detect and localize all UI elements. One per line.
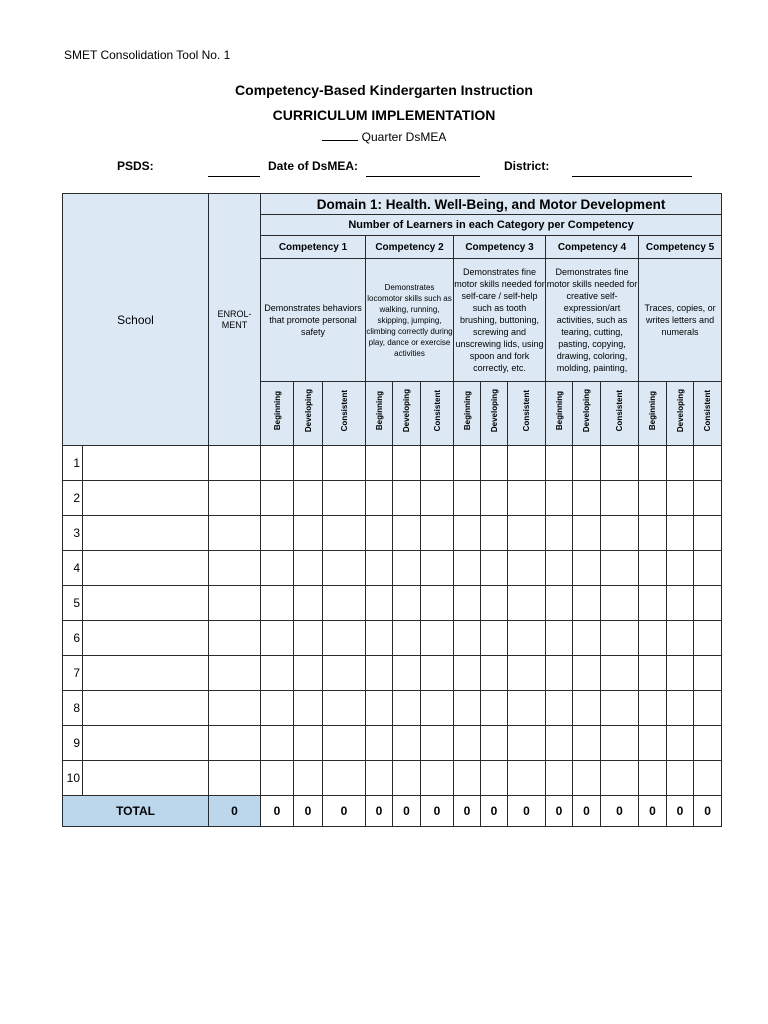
count-cell[interactable] [508,726,546,761]
count-cell[interactable] [694,516,722,551]
count-cell[interactable] [546,726,573,761]
count-cell[interactable] [454,656,481,691]
count-cell[interactable] [393,726,421,761]
count-cell[interactable] [573,516,601,551]
competency-4-header: Competency 4 [546,236,639,259]
category-header [481,382,508,446]
total-value: 0 [366,796,393,827]
count-cell[interactable] [454,726,481,761]
count-cell[interactable] [323,621,366,656]
total-value: 0 [393,796,421,827]
category-label: Consistent [432,390,442,432]
category-header [366,382,393,446]
consolidation-table [62,193,722,827]
domain-title: Domain 1: Health. Well-Being, and Motor Development [261,194,722,215]
count-cell[interactable] [366,726,393,761]
competency-5-description: Traces, copies, or writes letters and numerals [639,259,722,382]
total-value: 0 [421,796,454,827]
document-subtitle: CURRICULUM IMPLEMENTATION [272,107,496,123]
school-cell[interactable] [83,446,209,481]
count-cell[interactable] [573,726,601,761]
count-cell[interactable] [546,481,573,516]
row-number: 1 [63,446,83,481]
count-cell[interactable] [508,656,546,691]
count-cell[interactable] [481,726,508,761]
date-blank[interactable] [366,176,480,177]
count-cell[interactable] [546,516,573,551]
school-cell[interactable] [83,621,209,656]
school-cell[interactable] [83,691,209,726]
count-cell[interactable] [294,656,323,691]
count-cell[interactable] [366,586,393,621]
count-cell[interactable] [601,586,639,621]
count-cell[interactable] [546,761,573,796]
count-cell[interactable] [546,551,573,586]
count-cell[interactable] [546,586,573,621]
enrolment-cell[interactable] [209,551,261,586]
count-cell[interactable] [421,481,454,516]
table-row [63,726,722,761]
count-cell[interactable] [393,516,421,551]
count-cell[interactable] [667,621,694,656]
count-cell[interactable] [667,761,694,796]
table-row [63,446,722,481]
row-number: 7 [63,656,83,691]
count-cell[interactable] [323,726,366,761]
row-number: 5 [63,586,83,621]
count-cell[interactable] [421,726,454,761]
count-cell[interactable] [323,761,366,796]
category-header [667,382,694,446]
count-cell[interactable] [393,656,421,691]
count-cell[interactable] [481,691,508,726]
number-learners-label: Number of Learners in each Category per Competency [261,215,722,236]
total-value: 0 [481,796,508,827]
count-cell[interactable] [508,621,546,656]
count-cell[interactable] [454,481,481,516]
total-value: 0 [454,796,481,827]
count-cell[interactable] [294,481,323,516]
count-cell[interactable] [573,761,601,796]
count-cell[interactable] [294,621,323,656]
count-cell[interactable] [421,446,454,481]
enrolment-cell[interactable] [209,656,261,691]
count-cell[interactable] [481,621,508,656]
category-header [694,382,722,446]
enrolment-cell[interactable] [209,691,261,726]
count-cell[interactable] [454,586,481,621]
tool-label: SMET Consolidation Tool No. 1 [64,48,231,62]
school-cell[interactable] [83,586,209,621]
total-value: 0 [508,796,546,827]
count-cell[interactable] [421,621,454,656]
total-value: 0 [573,796,601,827]
count-cell[interactable] [481,516,508,551]
count-cell[interactable] [639,551,667,586]
enrolment-cell[interactable] [209,726,261,761]
count-cell[interactable] [508,516,546,551]
count-cell[interactable] [667,656,694,691]
competency-2-description: Demonstrates locomotor skills such as walking, running, skipping, jumping, climbing correctly during play, dance or exercise activities [366,259,454,382]
competency-5-header: Competency 5 [639,236,722,259]
category-label: Developing [582,389,592,433]
category-header [454,382,481,446]
enrolment-cell[interactable] [209,621,261,656]
psds-label: PSDS: [117,159,154,173]
category-label: Consistent [703,390,713,432]
count-cell[interactable] [261,516,294,551]
count-cell[interactable] [639,691,667,726]
count-cell[interactable] [454,691,481,726]
category-label: Beginning [648,391,658,431]
competency-3-header: Competency 3 [454,236,546,259]
category-label: Beginning [272,391,282,431]
count-cell[interactable] [546,656,573,691]
enrolment-column-header: ENROL- MENT [209,194,261,446]
count-cell[interactable] [481,586,508,621]
category-label: Developing [675,389,685,433]
competency-1-header: Competency 1 [261,236,366,259]
category-label: Developing [402,389,412,433]
category-header [294,382,323,446]
total-value: 0 [294,796,323,827]
enrolment-cell[interactable] [209,586,261,621]
count-cell[interactable] [639,656,667,691]
count-cell[interactable] [393,761,421,796]
table-row [63,691,722,726]
category-header [261,382,294,446]
row-number: 3 [63,516,83,551]
count-cell[interactable] [601,761,639,796]
count-cell[interactable] [508,481,546,516]
count-cell[interactable] [454,516,481,551]
count-cell[interactable] [294,761,323,796]
row-number: 6 [63,621,83,656]
count-cell[interactable] [393,446,421,481]
count-cell[interactable] [421,761,454,796]
category-label: Consistent [615,390,625,432]
total-value: 0 [546,796,573,827]
count-cell[interactable] [261,656,294,691]
row-number: 9 [63,726,83,761]
category-header [573,382,601,446]
date-label: Date of DsMEA: [268,159,359,173]
count-cell[interactable] [639,761,667,796]
school-cell[interactable] [83,516,209,551]
count-cell[interactable] [694,586,722,621]
count-cell[interactable] [546,621,573,656]
category-header [639,382,667,446]
count-cell[interactable] [393,691,421,726]
count-cell[interactable] [421,551,454,586]
count-cell[interactable] [601,516,639,551]
count-cell[interactable] [601,551,639,586]
count-cell[interactable] [573,481,601,516]
count-cell[interactable] [261,621,294,656]
count-cell[interactable] [481,551,508,586]
count-cell[interactable] [294,586,323,621]
count-cell[interactable] [366,656,393,691]
category-header [601,382,639,446]
count-cell[interactable] [667,481,694,516]
count-cell[interactable] [573,551,601,586]
count-cell[interactable] [366,691,393,726]
total-value: 0 [323,796,366,827]
count-cell[interactable] [573,446,601,481]
count-cell[interactable] [573,656,601,691]
table-row [63,516,722,551]
count-cell[interactable] [294,726,323,761]
table-row [63,621,722,656]
count-cell[interactable] [694,621,722,656]
category-label: Beginning [374,391,384,431]
count-cell[interactable] [573,621,601,656]
count-cell[interactable] [508,446,546,481]
count-cell[interactable] [573,586,601,621]
count-cell[interactable] [508,586,546,621]
count-cell[interactable] [393,551,421,586]
document-title: Competency-Based Kindergarten Instruction [235,82,533,98]
count-cell[interactable] [481,761,508,796]
count-cell[interactable] [294,691,323,726]
school-cell[interactable] [83,761,209,796]
count-cell[interactable] [366,761,393,796]
count-cell[interactable] [546,691,573,726]
count-cell[interactable] [601,481,639,516]
count-cell[interactable] [421,586,454,621]
school-column-header: School [63,194,209,446]
count-cell[interactable] [366,481,393,516]
table-row [63,551,722,586]
count-cell[interactable] [261,761,294,796]
count-cell[interactable] [261,691,294,726]
table-row [63,656,722,691]
count-cell[interactable] [323,551,366,586]
count-cell[interactable] [421,691,454,726]
school-cell[interactable] [83,726,209,761]
category-header [421,382,454,446]
enrolment-cell[interactable] [209,761,261,796]
count-cell[interactable] [508,761,546,796]
count-cell[interactable] [261,446,294,481]
count-cell[interactable] [694,481,722,516]
count-cell[interactable] [421,656,454,691]
count-cell[interactable] [261,586,294,621]
count-cell[interactable] [294,446,323,481]
count-cell[interactable] [667,516,694,551]
category-label: Consistent [522,390,532,432]
competency-4-description: Demonstrates fine motor skills needed for creative self-expression/art activities, such as tearing, cutting, pasting, copying, drawing, coloring, molding, painting, [546,259,639,382]
category-label: Developing [303,389,313,433]
total-row [63,796,722,827]
district-blank[interactable] [572,176,692,177]
count-cell[interactable] [601,656,639,691]
row-number: 2 [63,481,83,516]
count-cell[interactable] [323,516,366,551]
category-header [393,382,421,446]
table-row [63,761,722,796]
psds-blank[interactable] [208,176,260,177]
count-cell[interactable] [508,691,546,726]
count-cell[interactable] [694,446,722,481]
count-cell[interactable] [694,551,722,586]
count-cell[interactable] [601,691,639,726]
school-cell[interactable] [83,481,209,516]
count-cell[interactable] [393,481,421,516]
count-cell[interactable] [393,621,421,656]
competency-1-description: Demonstrates behaviors that promote personal safety [261,259,366,382]
count-cell[interactable] [481,481,508,516]
count-cell[interactable] [454,446,481,481]
count-cell[interactable] [421,516,454,551]
total-value: 0 [694,796,722,827]
count-cell[interactable] [601,446,639,481]
count-cell[interactable] [393,586,421,621]
count-cell[interactable] [294,551,323,586]
count-cell[interactable] [667,586,694,621]
count-cell[interactable] [454,761,481,796]
count-cell[interactable] [294,516,323,551]
competency-2-header: Competency 2 [366,236,454,259]
count-cell[interactable] [639,516,667,551]
row-number: 10 [63,761,83,796]
count-cell[interactable] [366,516,393,551]
row-number: 8 [63,691,83,726]
count-cell[interactable] [639,481,667,516]
total-enrolment: 0 [209,796,261,827]
count-cell[interactable] [481,656,508,691]
count-cell[interactable] [694,656,722,691]
count-cell[interactable] [639,621,667,656]
count-cell[interactable] [323,481,366,516]
school-cell[interactable] [83,656,209,691]
total-label: TOTAL [63,796,209,827]
count-cell[interactable] [454,551,481,586]
count-cell[interactable] [694,761,722,796]
count-cell[interactable] [366,621,393,656]
count-cell[interactable] [667,726,694,761]
enrolment-cell[interactable] [209,481,261,516]
quarter-label: Quarter DsMEA [361,130,447,144]
quarter-line [0,129,768,144]
total-value: 0 [639,796,667,827]
count-cell[interactable] [508,551,546,586]
count-cell[interactable] [667,551,694,586]
count-cell[interactable] [694,691,722,726]
count-cell[interactable] [639,726,667,761]
row-number: 4 [63,551,83,586]
count-cell[interactable] [667,691,694,726]
table-row [63,586,722,621]
count-cell[interactable] [261,551,294,586]
count-cell[interactable] [454,621,481,656]
total-value: 0 [261,796,294,827]
count-cell[interactable] [323,446,366,481]
total-value: 0 [667,796,694,827]
count-cell[interactable] [323,656,366,691]
school-cell[interactable] [83,551,209,586]
count-cell[interactable] [481,446,508,481]
count-cell[interactable] [639,586,667,621]
category-label: Consistent [339,390,349,432]
count-cell[interactable] [366,551,393,586]
total-value: 0 [601,796,639,827]
count-cell[interactable] [667,446,694,481]
count-cell[interactable] [601,621,639,656]
count-cell[interactable] [323,691,366,726]
count-cell[interactable] [323,586,366,621]
count-cell[interactable] [261,481,294,516]
count-cell[interactable] [546,446,573,481]
competency-3-description: Demonstrates fine motor skills needed for self-care / self-help such as tooth brushing, buttoning, screwing and unscrewing lids, using spoon and fork correctly, etc. [454,259,546,382]
enrolment-cell[interactable] [209,516,261,551]
category-label: Beginning [462,391,472,431]
count-cell[interactable] [694,726,722,761]
category-header [508,382,546,446]
count-cell[interactable] [261,726,294,761]
count-cell[interactable] [639,446,667,481]
category-header [323,382,366,446]
enrolment-cell[interactable] [209,446,261,481]
category-label: Developing [489,389,499,433]
category-label: Beginning [554,391,564,431]
category-header [546,382,573,446]
quarter-blank[interactable] [322,129,358,141]
count-cell[interactable] [573,691,601,726]
district-label: District: [504,159,550,173]
table-row [63,481,722,516]
count-cell[interactable] [366,446,393,481]
count-cell[interactable] [601,726,639,761]
